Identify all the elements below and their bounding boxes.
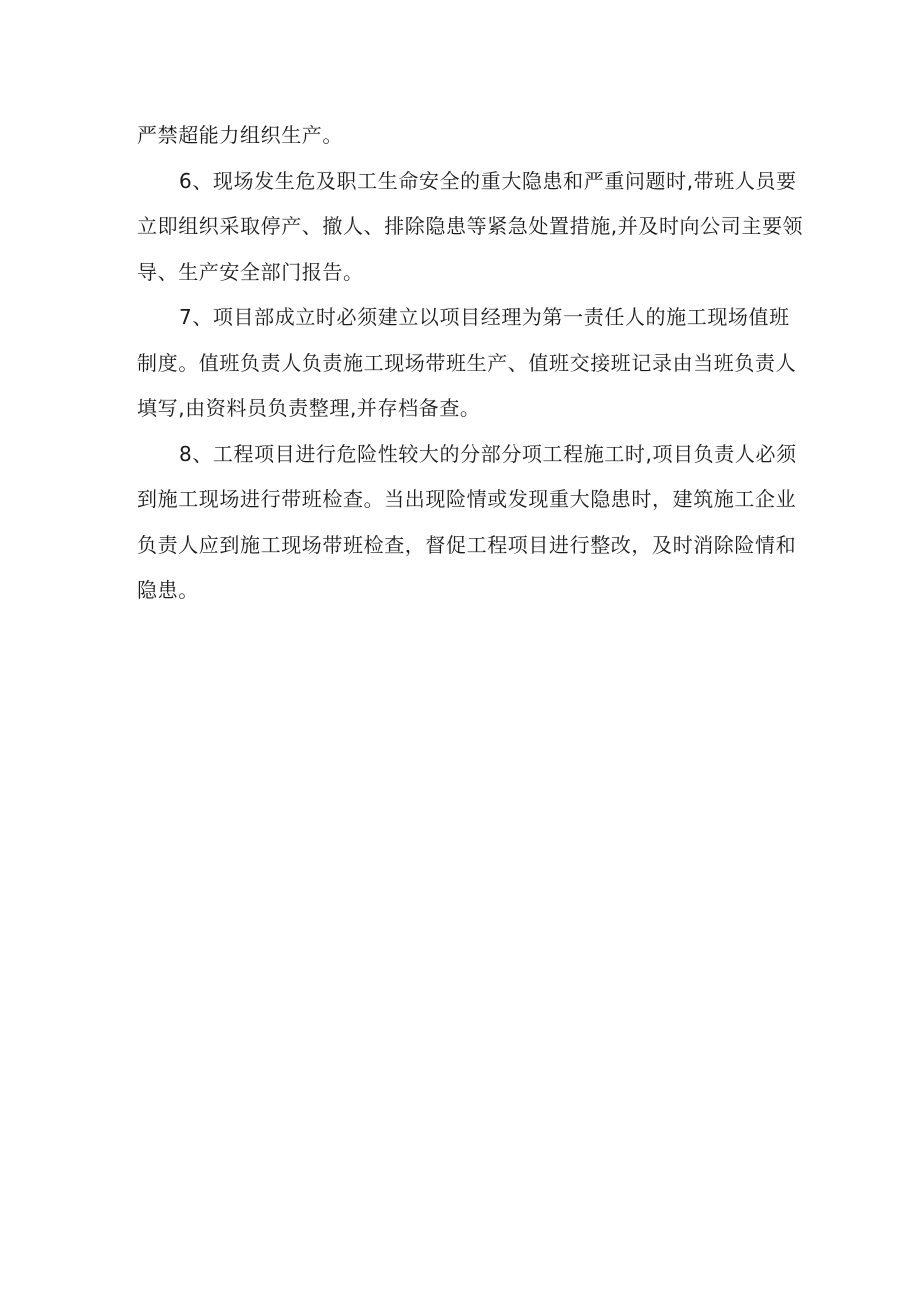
text-line: 到施工现场进行带班检查。当出现险情或发现重大隐患时，建筑施工企业 (137, 487, 797, 511)
paragraph-item-6 (137, 159, 804, 296)
paragraph-item-7 (137, 295, 797, 432)
text-line: 负责人应到施工现场带班检查，督促工程项目进行整改，及时消除险情和 (137, 532, 797, 557)
text-line: 严禁超能力组织生产。 (137, 123, 343, 147)
text-line: 填写,由资料员负责整理,并存档备查。 (137, 396, 481, 420)
paragraph-continuation (137, 113, 797, 159)
text-line: 制度。值班负责人负责施工现场带班生产、值班交接班记录由当班负责人 (137, 350, 797, 375)
text-line: 6、现场发生危及职工生命安全的重大隐患和严重问题时,带班人员要 (179, 168, 797, 193)
text-line: 隐患。 (137, 578, 199, 602)
text-line: 7、项目部成立时必须建立以项目经理为第一责任人的施工现场值班 (179, 305, 790, 329)
text-line: 8、工程项目进行危险性较大的分部分项工程施工时,项目负责人必须 (179, 441, 797, 466)
text-line: 立即组织采取停产、撤人、排除隐患等紧急处置措施,并及时向公司主要领 (137, 214, 804, 238)
document-body (137, 113, 804, 614)
paragraph-item-8 (137, 432, 797, 614)
text-line: 导、生产安全部门报告。 (137, 259, 364, 284)
